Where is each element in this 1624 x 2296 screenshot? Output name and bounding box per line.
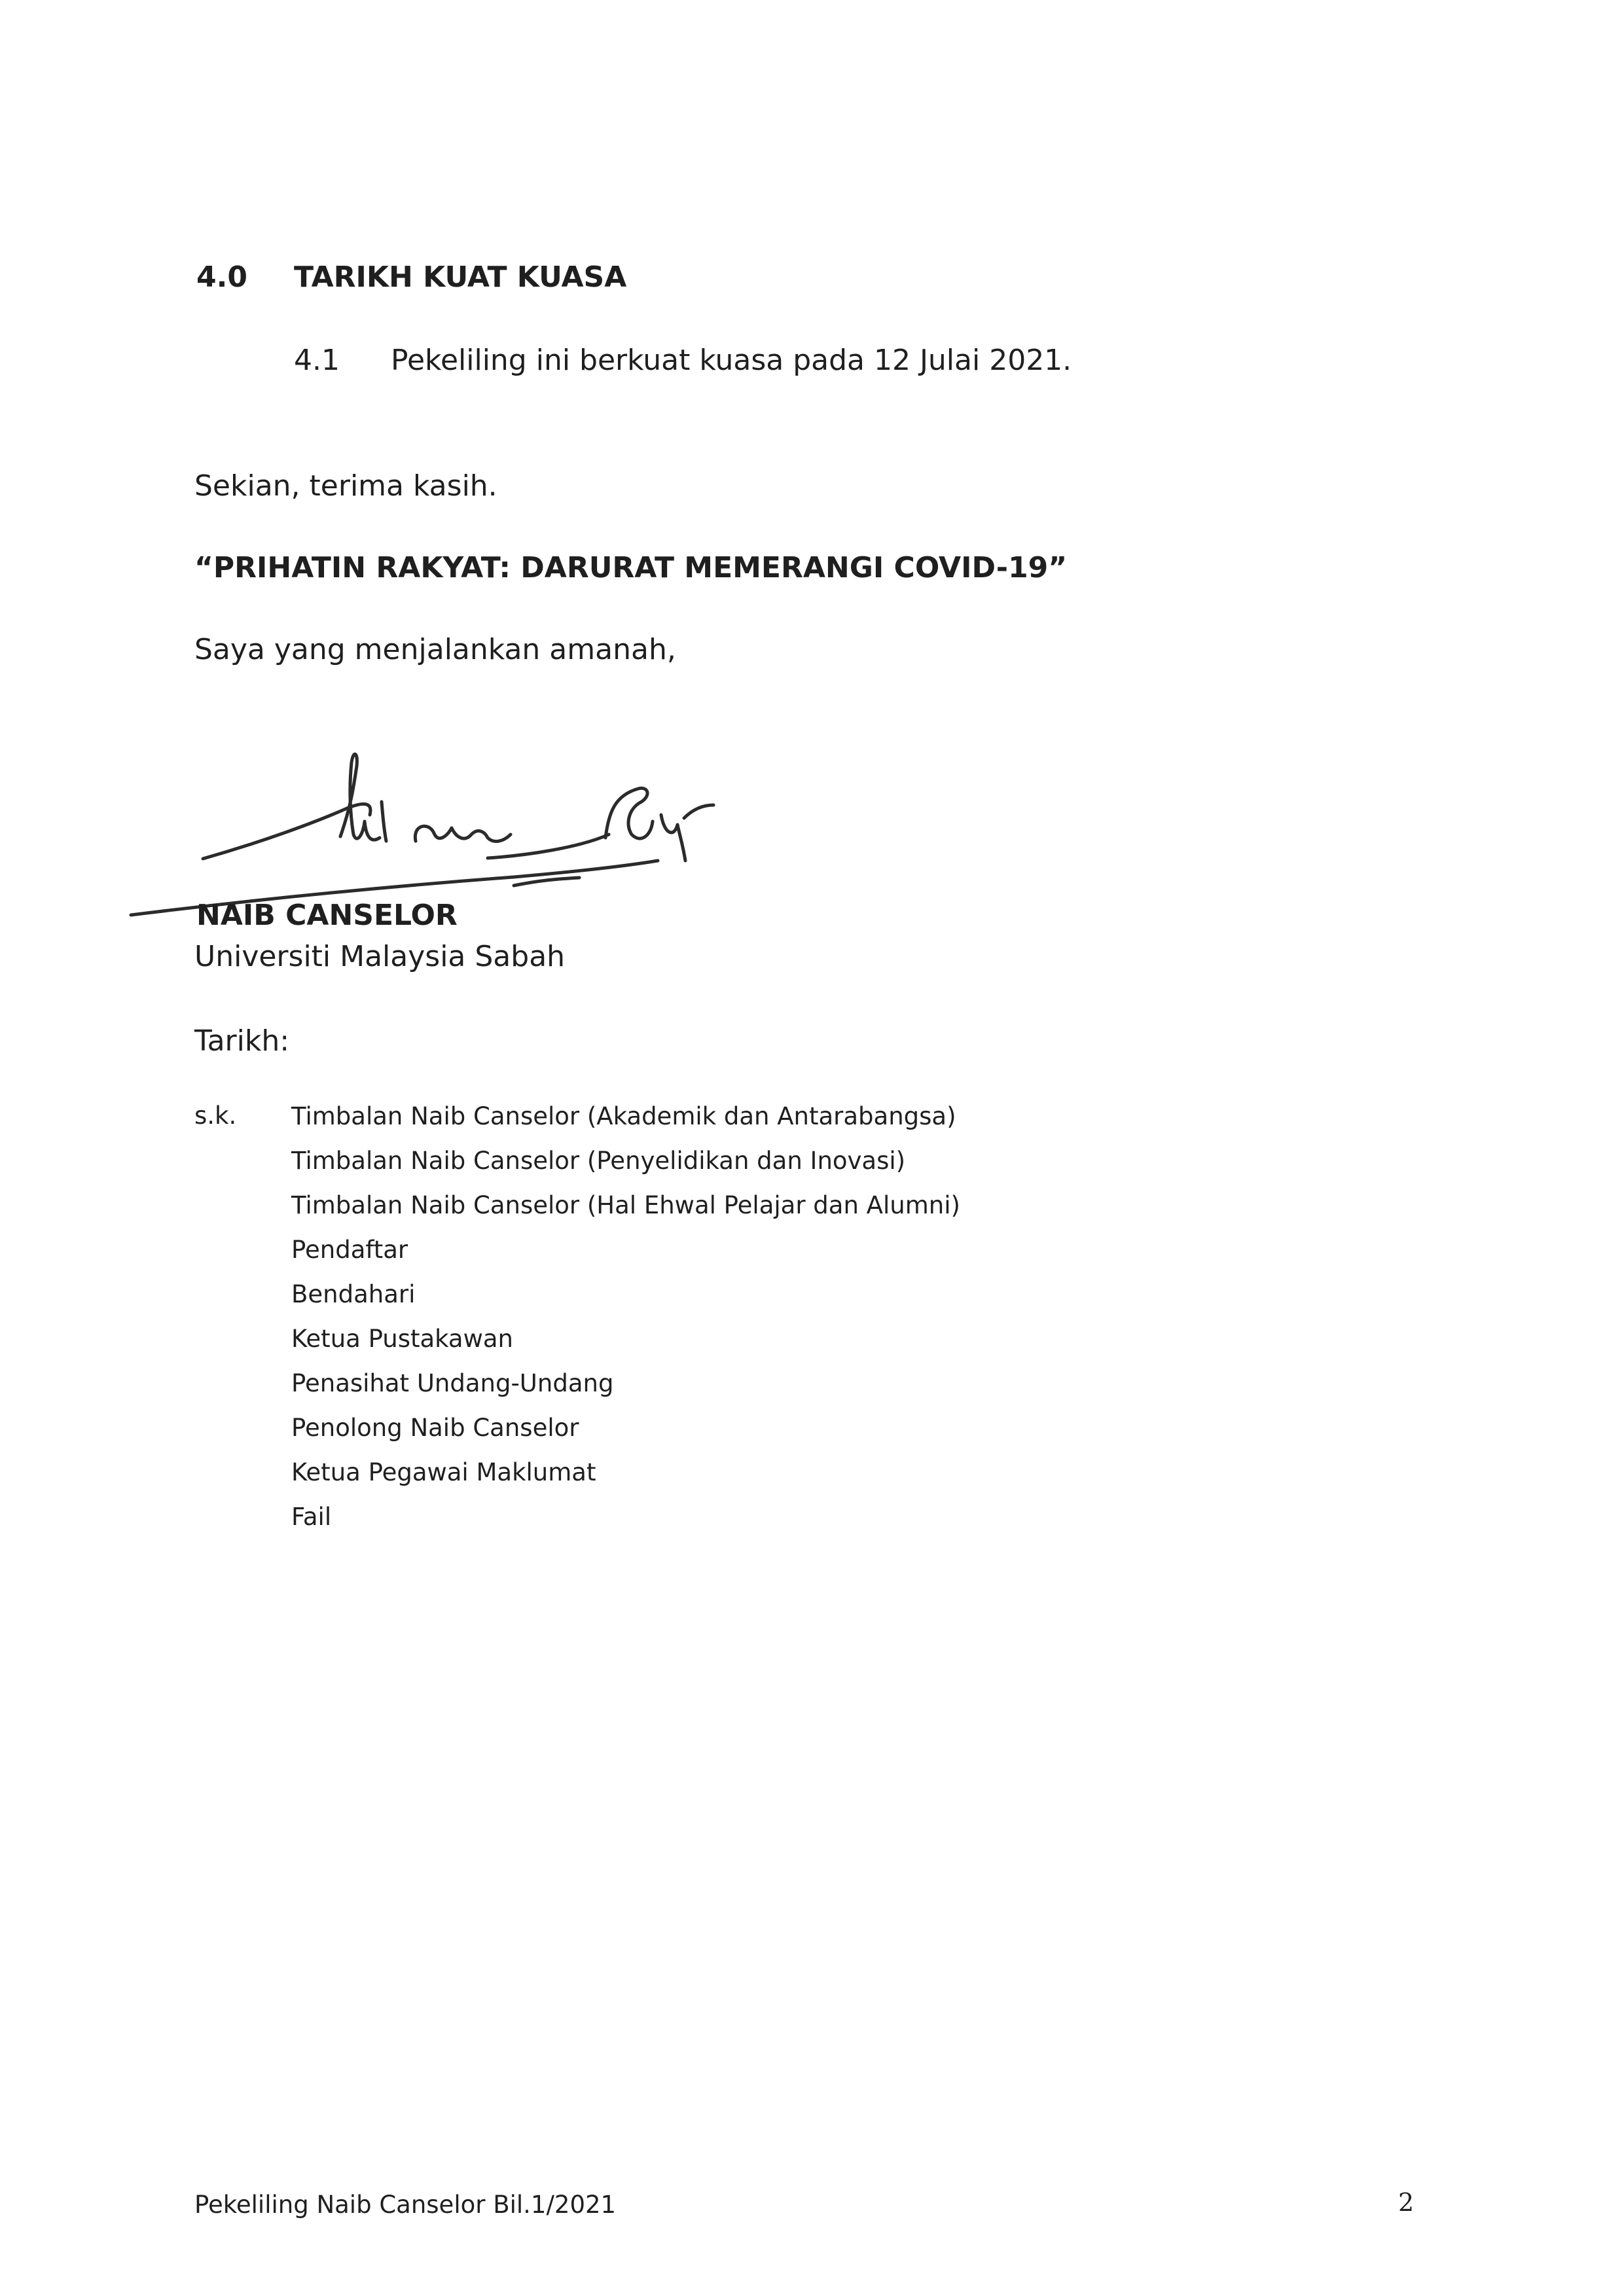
cc-recipient: Fail [291, 1503, 332, 1531]
cc-recipient: Ketua Pustakawan [291, 1325, 513, 1353]
cc-recipient: Timbalan Naib Canselor (Akademik dan Antarabangsa) [291, 1102, 956, 1130]
cc-recipient: Timbalan Naib Canselor (Hal Ehwal Pelajar dan Alumni) [291, 1191, 960, 1219]
section-number: 4.0 [196, 260, 247, 294]
closing-line: Sekian, terima kasih. [194, 469, 497, 503]
cc-recipient: Ketua Pegawai Maklumat [291, 1458, 596, 1486]
cc-recipient: Penolong Naib Canselor [291, 1414, 579, 1442]
cc-recipient: Bendahari [291, 1280, 416, 1308]
section-title: TARIKH KUAT KUASA [294, 260, 627, 294]
date-label: Tarikh: [194, 1024, 290, 1058]
page-number: 2 [1398, 2188, 1415, 2217]
cc-recipient-list [291, 1102, 960, 1547]
handwritten-signature [121, 704, 723, 929]
trust-line: Saya yang menjalankan amanah, [194, 633, 676, 666]
cc-recipient: Penasihat Undang-Undang [291, 1369, 614, 1397]
slogan: “PRIHATIN RAKYAT: DARURAT MEMERANGI COVID-19” [194, 551, 1068, 584]
cc-recipient: Timbalan Naib Canselor (Penyelidikan dan Inovasi) [291, 1147, 906, 1175]
clause-number: 4.1 [294, 344, 340, 377]
signer-title: NAIB CANSELOR [196, 899, 458, 932]
footer-reference: Pekeliling Naib Canselor Bil.1/2021 [194, 2191, 617, 2219]
cc-recipient: Pendaftar [291, 1236, 408, 1264]
cc-label: s.k. [194, 1102, 237, 1130]
clause-text: Pekeliling ini berkuat kuasa pada 12 Julai 2021. [391, 344, 1072, 377]
signer-organization: Universiti Malaysia Sabah [194, 940, 566, 973]
